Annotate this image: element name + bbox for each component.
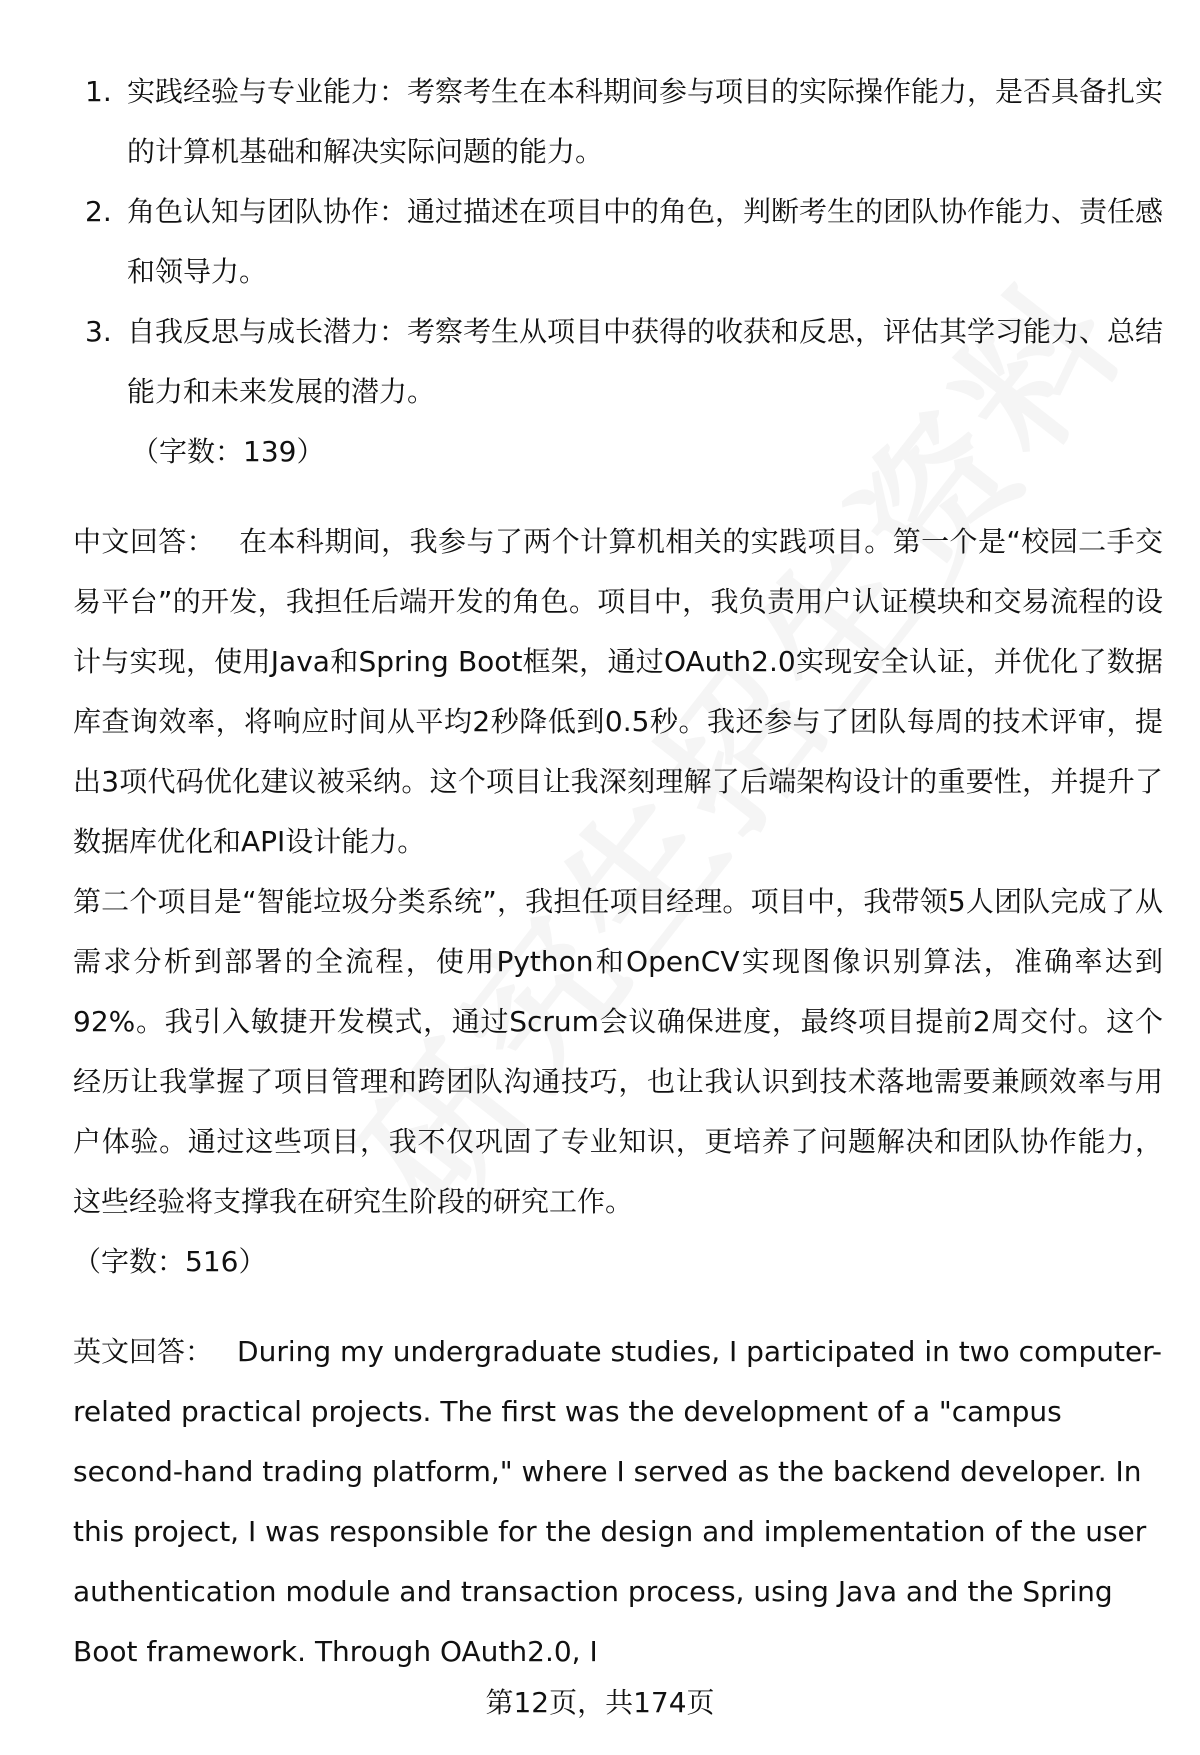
chinese-answer-word-count: （字数：516） <box>73 1245 267 1278</box>
criteria-list <box>73 62 1163 422</box>
english-answer-label: 英文回答： <box>73 1335 214 1368</box>
list-item-number: 1. <box>85 75 112 108</box>
list-item-text: 实践经验与专业能力：考察考生在本科期间参与项目的实际操作能力，是否具备扎实的计算机基础和解决实际问题的能力。 <box>127 75 1164 168</box>
page-content <box>73 62 1163 1682</box>
list-item-text: 角色认知与团队协作：通过描述在项目中的角色，判断考生的团队协作能力、责任感和领导力。 <box>127 195 1164 288</box>
list-item <box>73 182 1163 302</box>
chinese-answer-label: 中文回答： <box>73 525 216 558</box>
chinese-answer-text-1: 在本科期间，我参与了两个计算机相关的实践项目。第一个是“校园二手交易平台”的开发，我担任后端开发的角色。项目中，我负责用户认证模块和交易流程的设计与实现，使用Java和Spring Boot框架，通过OAuth2.0实现安全认证，并优化了数据库查询效率，将响应时间从平均2秒降低到0.5秒。我还参与了团队每周的技术评审，提出3项代码优化建议被采纳。这个项目让我深刻理解了后端架构设计的重要性，并提升了数据库优化和API设计能力。 <box>73 525 1163 858</box>
list-item <box>73 302 1163 422</box>
list-item-number: 3. <box>85 315 112 348</box>
english-answer-paragraph <box>73 1322 1163 1682</box>
list-item-number: 2. <box>85 195 112 228</box>
criteria-word-count: （字数：139） <box>131 435 325 468</box>
english-answer-text: During my undergraduate studies, I participated in two computer-related practical projects. The first was the development of a "campus second-hand trading platform," where I served as the backend developer. In this project, I was responsible for the design and implementation of the user authentication module and transaction process, using Java and the Spring Boot framework. Through OAuth2.0, I <box>73 1335 1163 1668</box>
page-number-footer: 第12页，共174页 <box>485 1686 715 1719</box>
chinese-answer-paragraph-1 <box>73 512 1163 872</box>
chinese-answer-paragraph-2 <box>73 872 1163 1232</box>
list-item-text: 自我反思与成长潜力：考察考生从项目中获得的收获和反思，评估其学习能力、总结能力和未来发展的潜力。 <box>127 315 1164 408</box>
list-item <box>73 62 1163 182</box>
chinese-answer-text-2: 第二个项目是“智能垃圾分类系统”，我担任项目经理。项目中，我带领5人团队完成了从需求分析到部署的全流程，使用Python和OpenCV实现图像识别算法，准确率达到92%。我引入敏捷开发模式，通过Scrum会议确保进度，最终项目提前2周交付。这个经历让我掌握了项目管理和跨团队沟通技巧，也让我认识到技术落地需要兼顾效率与用户体验。通过这些项目，我不仅巩固了专业知识，更培养了问题解决和团队协作能力，这些经验将支撑我在研究生阶段的研究工作。 <box>73 885 1163 1218</box>
